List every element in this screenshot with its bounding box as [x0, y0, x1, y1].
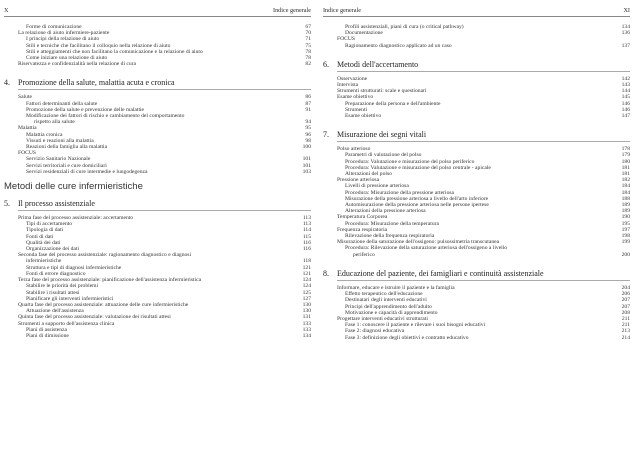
toc-entry-title: Tipi di accertamento: [26, 221, 73, 228]
chapter-heading: [323, 128, 630, 142]
toc-entry-title: Alterazioni del polso: [345, 171, 392, 178]
toc-entry-title: Come iniziare una relazione di aiuto: [26, 55, 108, 62]
toc-entry-title: Piani di assistenza: [26, 326, 68, 333]
toc-entry-page: 86: [305, 94, 311, 101]
toc-entry-page: 114: [302, 227, 311, 234]
toc-entry-title: Profili assistenziali, piani di cura (o critical pathway): [345, 24, 464, 30]
toc-entry-title: Quarta fase del processo assistenziale: attuazione delle cure infermieristiche: [18, 301, 189, 308]
toc-entry-page: 142: [621, 75, 630, 82]
toc-entry-page: 125: [302, 289, 311, 296]
toc-entry-page: 136: [621, 30, 630, 37]
toc-entry-title: Stabilire i risultati attesi: [26, 289, 80, 296]
toc-entry-page: 124: [302, 283, 311, 290]
toc-entry-page: 113: [302, 221, 311, 228]
spacer: [323, 258, 630, 267]
toc-entry-page: 116: [302, 239, 311, 246]
toc-entry-page: 204: [621, 284, 630, 291]
toc-entry-page: 121: [302, 270, 311, 277]
toc-entry-page: 121: [302, 264, 311, 271]
toc-entry[interactable]: [323, 335, 630, 341]
toc-entry-page: 180: [621, 158, 630, 165]
chapter-heading: [323, 58, 630, 72]
toc-entry-title: Automisurazione della pressione arteriosa nelle persone ipertese: [345, 202, 489, 209]
toc-entry-page: 188: [621, 195, 630, 202]
toc-entry-page: 190: [621, 214, 630, 221]
chapter-heading: [323, 267, 630, 281]
page-header: [323, 6, 630, 17]
spacer: [323, 49, 630, 58]
chapter-rule: [18, 89, 311, 90]
toc-entry-page: 137: [621, 42, 630, 49]
toc-entry-title: Pianificare gli interventi infermieristici: [26, 295, 114, 302]
toc-entry-title: Rilevazione della frequenza respiratoria: [345, 233, 435, 240]
toc-entry-page: 146: [621, 100, 630, 107]
toc-entry-page: 206: [621, 291, 630, 298]
toc-entry-title: Livelli di pressione arteriosa: [345, 183, 409, 190]
toc-entry-page: 91: [305, 106, 311, 113]
toc-entry-title: Servizio Sanitario Nazionale: [26, 156, 91, 163]
spacer: [323, 119, 630, 128]
chapter-rule: [337, 141, 630, 142]
toc-entry-page: 207: [621, 303, 630, 310]
chapter-number: 8.: [323, 268, 329, 278]
toc-entry-title: Destinatari degli interventi educativi: [345, 297, 427, 304]
toc-entry-title: Organizzazione dei dati: [26, 246, 80, 253]
toc-entry-page: 124: [302, 277, 311, 284]
toc-entry-page: 179: [621, 152, 630, 159]
toc-entry-title: Frequenza respiratoria: [337, 226, 388, 233]
toc-entry-title: Misurazione della saturazione dell'ossigeno: pulsossimetria transcutanea: [337, 239, 500, 246]
chapter-number: 4.: [4, 78, 10, 88]
toc-entry-page: 134: [621, 24, 630, 30]
toc-entry-page: 96: [305, 131, 311, 138]
toc-entry-title: Pressione arteriosa: [337, 177, 380, 184]
toc-entry-title: Intervista: [337, 82, 359, 89]
toc-entry-page: 82: [305, 61, 311, 68]
toc-entry-page: 118: [302, 258, 311, 265]
page-number: XI: [623, 7, 630, 14]
toc-entry-title: Fase 3: definizione degli obiettivi e contratto educativo: [345, 334, 469, 341]
toc-entry-page: 134: [302, 332, 311, 339]
toc-entry-page: 127: [302, 295, 311, 302]
toc-entry-title: Prima fase del processo assistenziale: accertamento: [18, 215, 134, 222]
toc-entry-page: 182: [621, 177, 630, 184]
toc-entry-title: I principi della relazione di aiuto: [26, 36, 100, 43]
toc-entry-page: 207: [621, 297, 630, 304]
chapter-title: Educazione del paziente, dei famigliari e continuità assistenziale: [337, 268, 544, 278]
toc-entry-title: Informare, educare e istruire il paziente e la famiglia: [337, 284, 455, 291]
toc-entry-title: Servizi territoriali e cure domiciliari: [26, 162, 107, 169]
toc-entry-title: Salute: [18, 94, 32, 101]
chapter-rule: [18, 210, 311, 211]
toc-entry-title: Riservatezza e confidenzialità nella relazione di cura: [18, 61, 137, 68]
toc-list: [4, 24, 311, 339]
toc-entry-title: Misurazione della pressione arteriosa a livello dell'arto inferiore: [345, 195, 489, 202]
toc-entry-title: rispetto alla salute: [34, 119, 75, 126]
toc-entry[interactable]: [323, 113, 630, 119]
toc-entry-title: FOCUS: [18, 150, 37, 157]
toc-entry-page: 70: [305, 30, 311, 37]
toc-entry-title: Servizi residenziali di cure intermedie e lungodegenza: [26, 168, 148, 175]
toc-entry-page: 101: [302, 162, 311, 169]
toc-entry-title: Reazioni della famiglia alla malattia: [26, 144, 108, 151]
toc-entry-title: Strumenti: [345, 106, 368, 113]
toc-entry[interactable]: [4, 169, 311, 175]
toc-entry-page: 116: [302, 246, 311, 253]
toc-entry-title: Modificazione dei fattori di rischio e cambiamento del comportamento: [26, 113, 185, 120]
toc-entry[interactable]: [4, 61, 311, 67]
toc-entry-title: Progettare interventi educativi strutturati: [337, 315, 428, 322]
page-number: X: [4, 7, 9, 14]
toc-entry-title: Piani di dimissione: [26, 332, 69, 339]
toc-entry-page: 178: [621, 146, 630, 153]
toc-entry-page: 78: [305, 48, 311, 55]
toc-entry-title: infermieristiche: [26, 258, 62, 265]
toc-entry-page: 208: [621, 309, 630, 316]
toc-entry-title: Esame obiettivo: [345, 113, 382, 120]
toc-entry-title: Seconda fase del processo assistenziale: ragionamento diagnostico e diagnosi: [18, 252, 192, 259]
toc-entry-title: Ragionamento diagnostico applicato ad un caso: [345, 42, 452, 49]
toc-entry-page: 144: [621, 88, 630, 95]
toc-entry-page: 181: [621, 171, 630, 178]
toc-entry-title: Polso arterioso: [337, 146, 371, 153]
toc-entry-page: 198: [621, 233, 630, 240]
toc-entry-page: 211: [621, 315, 630, 322]
toc-entry-title: Tipologia di dati: [26, 227, 64, 234]
toc-entry-page: 147: [621, 113, 630, 120]
chapter-title: Misurazione dei segni vitali: [337, 130, 427, 140]
toc-entry-title: Fonti di errore diagnostico: [26, 270, 86, 277]
page-header: [4, 6, 311, 17]
toc-entry[interactable]: [323, 43, 630, 49]
toc-entry-title: Osservazione: [337, 75, 368, 82]
toc-entry-title: Fonti di dati: [26, 233, 54, 240]
toc-entry-title: Alterazioni della pressione arteriosa: [345, 208, 426, 215]
part-heading: Metodi delle cure infermieristiche: [4, 181, 143, 193]
toc-entry-title: Stili e atteggiamenti che non facilitano la comunicazione e la relazione di aiuto: [26, 48, 203, 55]
toc-entry-title: periferico: [353, 251, 375, 258]
right-page: [319, 0, 638, 451]
toc-entry-page: 115: [302, 233, 311, 240]
toc-entry-title: Procedura: Misurazione della pressione arteriosa: [345, 189, 455, 196]
spacer: [4, 67, 311, 76]
toc-entry-title: Procedura: Valutazione e misurazione del polso centrale - apicale: [345, 164, 491, 171]
toc-entry-title: Attuazione dell'assistenza: [26, 308, 84, 315]
toc-entry-title: Vissuti e reazioni alla malattia: [26, 137, 94, 144]
toc-entry-page: 100: [302, 144, 311, 151]
toc-entry-page: 133: [302, 320, 311, 327]
toc-entry-page: 189: [621, 208, 630, 215]
toc-entry-page: 130: [302, 301, 311, 308]
toc-entry-page: 113: [302, 215, 311, 222]
chapter-title: Il processo assistenziale: [18, 199, 95, 209]
toc-entry-title: Promozione della salute e prevenzione delle malattie: [26, 106, 145, 113]
toc-entry-title: Malattia cronica: [26, 131, 63, 138]
toc-entry-page: 199: [621, 239, 630, 246]
chapter-heading: [4, 76, 311, 90]
toc-entry-page: 67: [305, 24, 311, 30]
toc-entry-page: 133: [302, 326, 311, 333]
toc-entry-title: Stabilire le priorità dei problemi: [26, 283, 99, 290]
toc-entry[interactable]: [323, 252, 630, 258]
toc-entry-page: 197: [621, 226, 630, 233]
chapter-number: 6.: [323, 59, 329, 69]
toc-entry-title: Strumenti strutturati: scale e questionari: [337, 88, 427, 95]
toc-entry-page: 98: [305, 137, 311, 144]
toc-entry-page: 145: [621, 94, 630, 101]
chapter-heading: [4, 197, 311, 211]
toc-entry-title: Malattia: [18, 125, 37, 132]
toc-entry-page: 214: [621, 334, 630, 341]
chapter-number: 5.: [4, 199, 10, 209]
toc-entry-page: 211: [621, 322, 630, 329]
toc-entry-title: Terza fase del processo assistenziale: pianificazione dell'assistenza infermieristica: [18, 277, 202, 284]
toc-entry-page: 184: [621, 183, 630, 190]
toc-entry-page: 131: [302, 314, 311, 321]
toc-entry-page: 103: [302, 168, 311, 175]
toc-entry-title: Preparazione della persona e dell'ambiente: [345, 100, 441, 107]
toc-list: [323, 24, 630, 341]
toc-entry-title: Documentazione: [345, 30, 383, 37]
toc-entry-page: 200: [621, 251, 630, 258]
toc-entry-title: Forme di comunicazione: [26, 24, 82, 30]
toc-entry-page: 95: [305, 125, 311, 132]
toc-entry[interactable]: [4, 333, 311, 339]
toc-entry-title: Fattori determinanti della salute: [26, 100, 98, 107]
toc-entry-page: 94: [305, 119, 311, 126]
running-title: Indice generale: [323, 7, 361, 14]
toc-entry-title: La relazione di aiuto infermiere-paziente: [18, 30, 110, 37]
chapter-number: 7.: [323, 130, 329, 140]
toc-entry-title: Principi dell'apprendimento dell'adulto: [345, 303, 432, 310]
toc-entry-title: Effetto terapeutico dell'educazione: [345, 291, 423, 298]
toc-entry-page: 130: [302, 308, 311, 315]
toc-entry-page: 213: [621, 328, 630, 335]
toc-entry-page: 75: [305, 42, 311, 49]
toc-entry-title: Strumenti a supporto dell'assistenza clinica: [18, 320, 115, 327]
chapter-title: Metodi dell'accertamento: [337, 59, 419, 69]
toc-entry-title: Procedura: Rilevazione della saturazione arteriosa dell'ossigeno a livello: [345, 245, 508, 252]
toc-entry-page: 78: [305, 55, 311, 62]
running-title: Indice generale: [273, 7, 311, 14]
toc-entry-title: Struttura e tipi di diagnosi infermieristiche: [26, 264, 122, 271]
toc-entry-title: Stili e tecniche che facilitano il colloquio nella relazione di aiuto: [26, 42, 171, 49]
toc-entry-page: 184: [621, 189, 630, 196]
toc-entry-page: 181: [621, 164, 630, 171]
toc-entry-title: Procedura: Misurazione della temperatura: [345, 220, 439, 227]
chapter-title: Promozione della salute, malattia acuta e cronica: [18, 78, 175, 88]
toc-entry-page: 143: [621, 82, 630, 89]
toc-entry-title: Fase 1: conoscere il paziente e rilevare i suoi bisogni educativi: [345, 322, 486, 329]
chapter-rule: [337, 71, 630, 72]
toc-entry-title: Procedura: Valutazione e misurazione del polso periferico: [345, 158, 475, 165]
chapter-rule: [337, 280, 630, 281]
toc-entry-title: Esame obiettivo: [337, 94, 374, 101]
toc-entry-title: Fase 2: diagnosi educativa: [345, 328, 405, 335]
toc-entry-page: 87: [305, 100, 311, 107]
toc-entry-title: Qualità dei dati: [26, 239, 61, 246]
toc-entry-title: Motivazione e capacità di apprendimento: [345, 309, 438, 316]
toc-entry-title: Parametri di valutazione del polso: [345, 152, 422, 159]
toc-entry-page: 146: [621, 106, 630, 113]
toc-entry-page: 195: [621, 220, 630, 227]
toc-entry-page: 101: [302, 156, 311, 163]
toc-entry-title: FOCUS: [337, 36, 356, 43]
toc-entry-page: 189: [621, 202, 630, 209]
toc-entry-page: 71: [305, 36, 311, 43]
toc-entry-title: Quinta fase del processo assistenziale: valutazione dei risultati attesi: [18, 314, 171, 321]
toc-entry-title: Temperatura Corporea: [337, 214, 388, 221]
